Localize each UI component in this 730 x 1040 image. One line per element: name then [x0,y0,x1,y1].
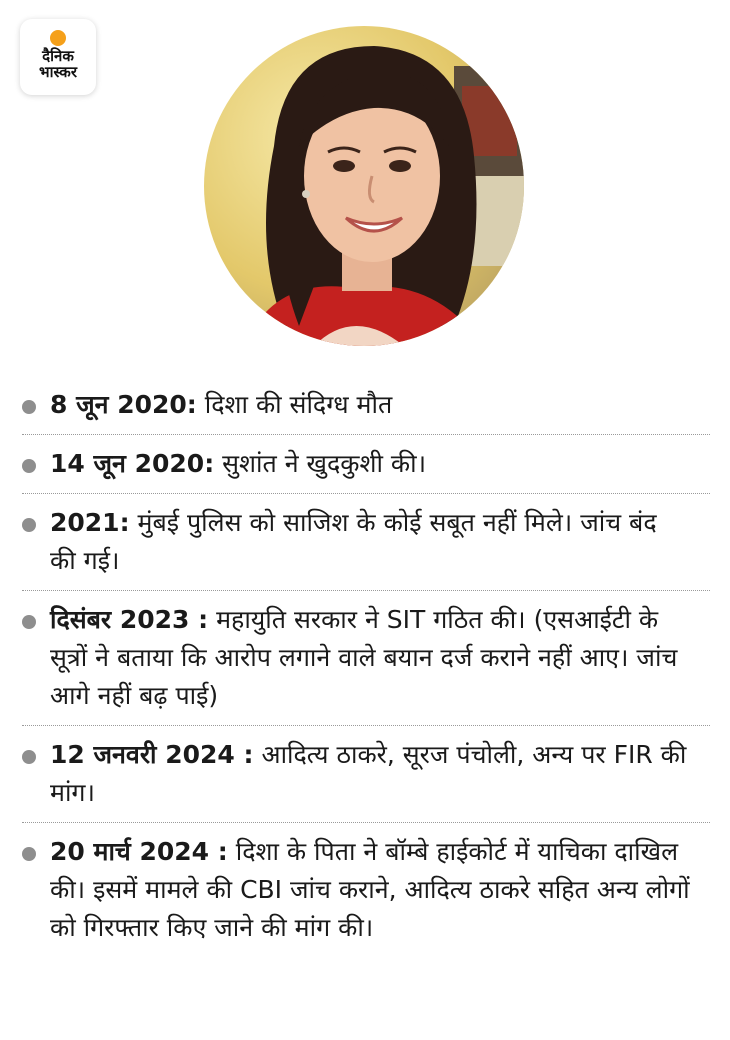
timeline-entry [22,494,710,591]
timeline-date: दिसंबर 2023 : [50,605,209,634]
brand-name-line1: दैनिक [42,47,74,65]
timeline-date: 14 जून 2020: [50,449,215,478]
bullet-icon [22,847,36,861]
bullet-icon [22,615,36,629]
timeline-date: 20 मार्च 2024 : [50,837,228,866]
timeline-entry [22,823,710,957]
timeline-entry [22,435,710,494]
timeline-date: 12 जनवरी 2024 : [50,740,254,769]
bullet-icon [22,400,36,414]
timeline-text: सुशांत ने खुदकुशी की। [222,449,427,478]
timeline-text: दिशा के पिता ने बॉम्बे हाईकोर्ट में याचिका दाखिल की। इसमें मामले की CBI जांच कराने, आदित्य ठाकरे सहित अन्य लोगों को गिरफ्तार किए जाने की मांग की। [50,837,690,942]
timeline-date: 8 जून 2020: [50,390,197,419]
timeline-text: मुंबई पुलिस को साजिश के कोई सबूत नहीं मिले। जांच बंद की गई। [50,508,657,575]
timeline-entry [22,376,710,435]
bullet-icon [22,459,36,473]
timeline-text: महायुति सरकार ने SIT गठित की। (एसआईटी के सूत्रों ने बताया कि आरोप लगाने वाले बयान दर्ज कराने नहीं आए। जांच आगे नहीं बढ़ पाई) [50,605,678,710]
portrait-photo [204,26,524,346]
portrait-illustration [204,26,524,346]
timeline-entry [22,726,710,823]
sun-icon [50,30,66,46]
timeline-text: दिशा की संदिग्ध मौत [204,390,393,419]
brand-logo [20,19,96,95]
bullet-icon [22,518,36,532]
timeline-entry [22,591,710,726]
brand-name-line2: भास्कर [39,63,77,81]
timeline-date: 2021: [50,508,130,537]
bullet-icon [22,750,36,764]
timeline-text: आदित्य ठाकरे, सूरज पंचोली, अन्य पर FIR की मांग। [50,740,687,807]
timeline-list [0,376,730,957]
